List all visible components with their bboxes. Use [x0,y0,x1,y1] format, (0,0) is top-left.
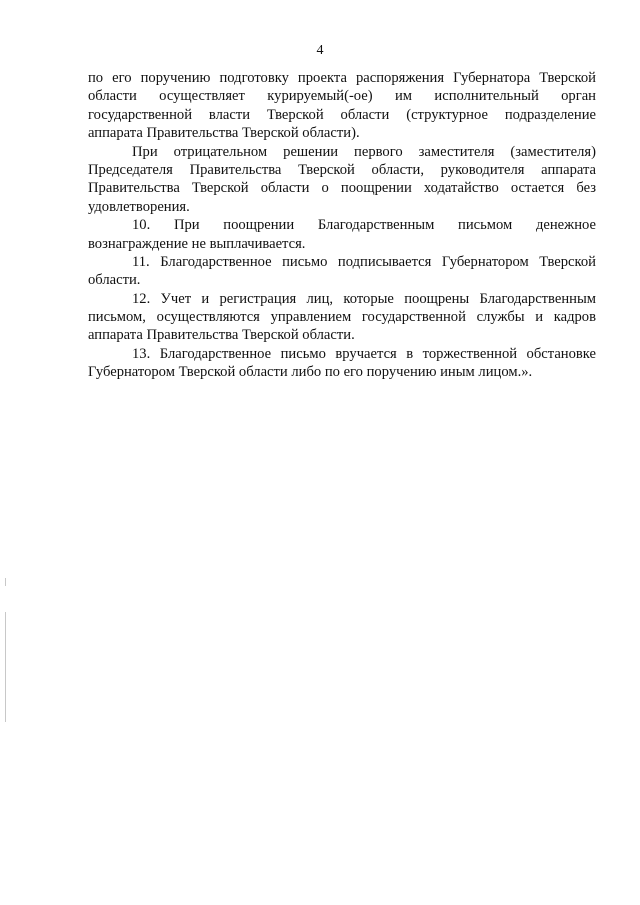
text-line: Председателя Правительства Тверской области, руководителя аппарата [88,161,596,178]
text-line: области. [88,272,141,289]
text-line: области осуществляет курируемый(-ое) им исполнительный орган [88,88,596,105]
text-line: 13. Благодарственное письмо вручается в торжественной обстановке [132,345,596,362]
text-line: письмом, осуществляются управлением государственной службы и кадров [88,309,596,326]
text-line: по его поручению подготовку проекта распоряжения Губернатора Тверской [88,70,596,86]
text-line: 12. Учет и регистрация лиц, которые поощрены Благодарственным [132,290,596,307]
scan-margin-mark [5,578,6,586]
text-line: При отрицательном решении первого заместителя (заместителя) [132,143,596,160]
text-line: удовлетворения. [88,198,190,215]
page-number: 4 [316,43,324,58]
text-line: 11. Благодарственное письмо подписывается Губернатором Тверской [132,253,596,270]
text-line: аппарата Правительства Тверской области). [88,125,360,142]
text-line: вознаграждение не выплачивается. [88,235,306,252]
text-line: Губернатором Тверской области либо по его поручению иным лицом.». [88,364,533,381]
text-line: аппарата Правительства Тверской области. [88,327,355,344]
text-line: 10. При поощрении Благодарственным письмом денежное [132,217,596,234]
document-body [88,69,596,382]
text-line: государственной власти Тверской области (структурное подразделение [88,106,596,123]
text-line: Правительства Тверской области о поощрении ходатайство остается без [88,180,596,197]
scan-margin-mark [5,612,6,722]
